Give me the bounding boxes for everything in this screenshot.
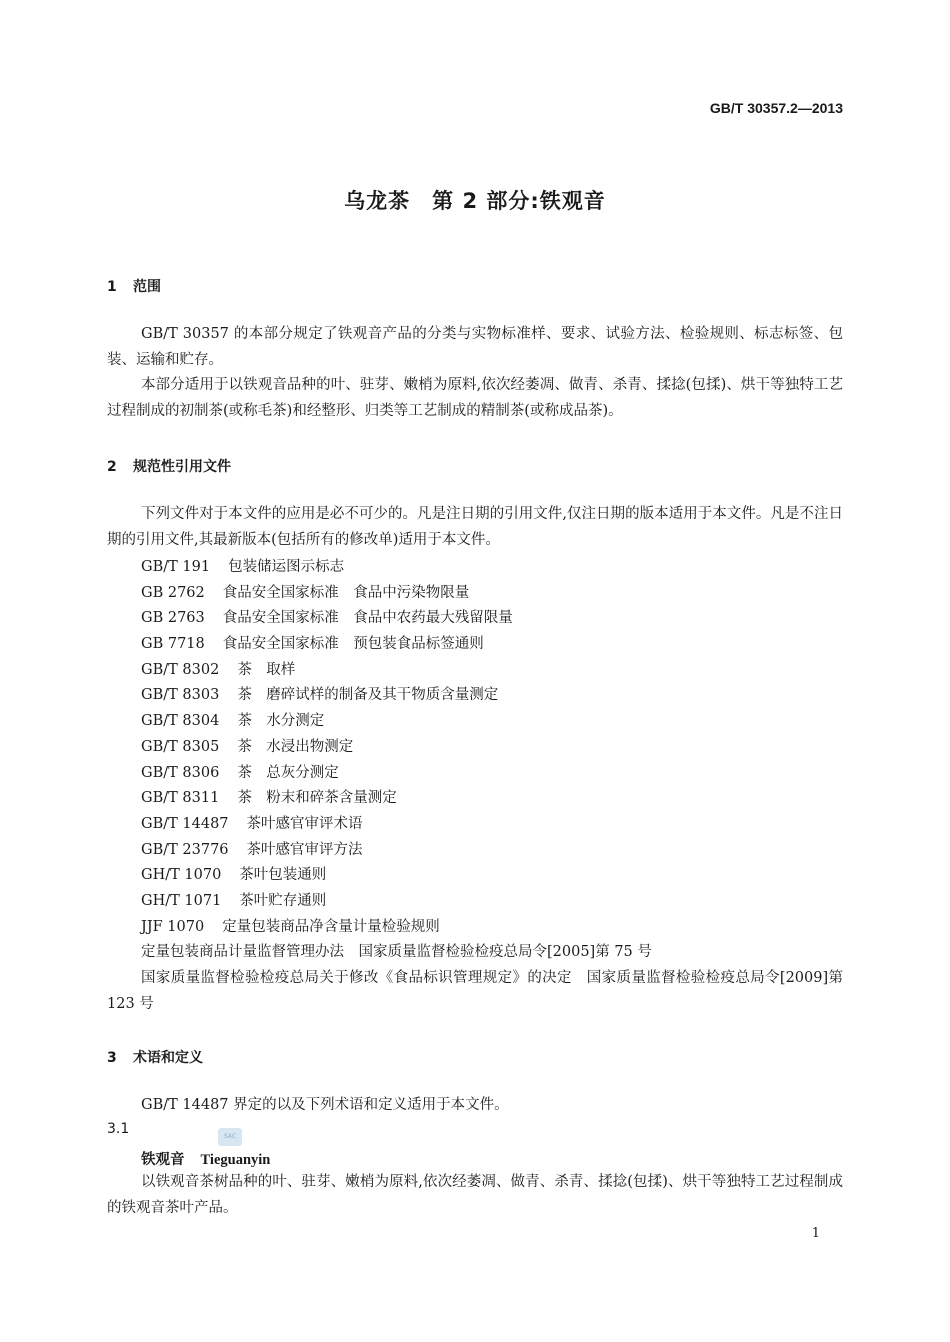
section-2-heading (107, 456, 231, 476)
reference-item (141, 555, 513, 581)
reference-code: GB/T 8302 (141, 661, 220, 678)
reference-title: 茶 总灰分测定 (237, 764, 339, 781)
reference-item (141, 786, 513, 812)
reference-title: 茶叶包装通则 (239, 867, 327, 884)
reference-code: JJF 1070 (141, 918, 205, 935)
section-1-heading (107, 276, 161, 296)
reference-code: GB/T 23776 (141, 841, 229, 858)
reference-title: 茶叶感官审评术语 (246, 815, 363, 832)
reference-code: GB/T 8311 (141, 790, 220, 807)
reference-code: GB/T 8305 (141, 738, 220, 755)
paragraph-text: 下列文件对于本文件的应用是必不可少的。凡是注日期的引用文件,仅注日期的版本适用于本文件。凡是不注日期的引用文件,其最新版本(包括所有的修改单)适用于本文件。 (107, 506, 843, 548)
reference-item (141, 761, 513, 787)
section-title: 范围 (133, 279, 161, 295)
paragraph-text: 本部分适用于以铁观音品种的叶、驻芽、嫩梢为原料,依次经萎凋、做青、杀青、揉捻(包揉)、烘干等独特工艺过程制成的初制茶(或称毛茶)和经整形、归类等工艺制成的精制茶(或称成品茶)。 (107, 377, 843, 419)
reference-item (141, 581, 513, 607)
reference-title: 定量包装商品净含量计量检验规则 (222, 918, 440, 935)
section-title: 术语和定义 (133, 1050, 203, 1066)
reference-item (141, 915, 513, 941)
reference-item (141, 863, 513, 889)
reference-title: 茶叶贮存通则 (239, 892, 327, 909)
term-number: 3.1 (107, 1121, 130, 1137)
reference-code: GB/T 14487 (141, 815, 229, 832)
reference-title: 包装储运图示标志 (228, 559, 345, 575)
reference-title: 食品安全国家标准 食品中污染物限量 (222, 584, 470, 601)
reference-code: GH/T 1070 (141, 867, 222, 884)
paragraph-text: GB/T 30357 的本部分规定了铁观音产品的分类与实物标准样、要求、试验方法、检验规则、标志标签、包装、运输和贮存。 (107, 326, 843, 368)
reference-code: GH/T 1071 (141, 892, 222, 909)
reference-item (141, 889, 513, 915)
reference-item (141, 812, 513, 838)
scope-paragraph-1 (107, 322, 843, 373)
reference-title: 茶叶感官审评方法 (246, 841, 363, 858)
reference-title: 茶 取样 (237, 661, 296, 678)
page-number: 1 (811, 1226, 820, 1241)
section-number: 3 (107, 1050, 117, 1066)
reference-item (141, 606, 513, 632)
term-definition (107, 1170, 843, 1221)
reference-code: GB/T 8306 (141, 764, 220, 781)
reference-title: 食品安全国家标准 食品中农药最大残留限量 (222, 610, 513, 627)
reference-item (141, 683, 513, 709)
section-number: 1 (107, 279, 117, 295)
reference-title: 茶 水分测定 (237, 713, 325, 730)
section-title: 规范性引用文件 (133, 459, 231, 475)
reference-code: GB/T 191 (141, 559, 211, 575)
reference-title: 茶 磨碎试样的制备及其干物质含量测定 (237, 687, 499, 704)
reference-title: 茶 水浸出物测定 (237, 738, 354, 755)
reference-title: 食品安全国家标准 预包装食品标签通则 (222, 636, 484, 653)
term-english: Tieguanyin (200, 1152, 271, 1168)
reference-item (141, 838, 513, 864)
term-name (141, 1148, 270, 1169)
document-title: 乌龙茶 第 2 部分:铁观音 (344, 189, 606, 213)
reference-code: GB/T 8304 (141, 713, 220, 730)
scope-paragraph-2 (107, 373, 843, 424)
reference-item (141, 735, 513, 761)
sac-watermark-logo: SAC (218, 1128, 242, 1146)
reference-code: GB 2762 (141, 584, 205, 601)
reference-extra-1: 定量包装商品计量监督管理办法 国家质量监督检验检疫总局令[2005]第 75 号 (141, 944, 652, 960)
reference-code: GB 7718 (141, 636, 205, 653)
reference-item (141, 658, 513, 684)
term-chinese: 铁观音 (141, 1152, 185, 1168)
reference-item (141, 709, 513, 735)
terms-intro: GB/T 14487 界定的以及下列术语和定义适用于本文件。 (141, 1097, 509, 1113)
reference-extra-2 (107, 966, 843, 1017)
section-3-heading (107, 1047, 203, 1067)
reference-title: 茶 粉末和碎茶含量测定 (237, 790, 397, 807)
standard-code: GB/T 30357.2—2013 (709, 100, 843, 116)
reference-code: GB 2763 (141, 610, 205, 627)
reference-code: GB/T 8303 (141, 687, 220, 704)
reference-list (141, 555, 513, 940)
normative-intro (107, 502, 843, 553)
paragraph-text: 国家质量监督检验检疫总局关于修改《食品标识管理规定》的决定 国家质量监督检验检疫总局令[2009]第 123 号 (107, 970, 843, 1012)
reference-item (141, 632, 513, 658)
section-number: 2 (107, 459, 117, 475)
paragraph-text: 以铁观音茶树品种的叶、驻芽、嫩梢为原料,依次经萎凋、做青、杀青、揉捻(包揉)、烘干等独特工艺过程制成的铁观音茶叶产品。 (107, 1174, 843, 1216)
